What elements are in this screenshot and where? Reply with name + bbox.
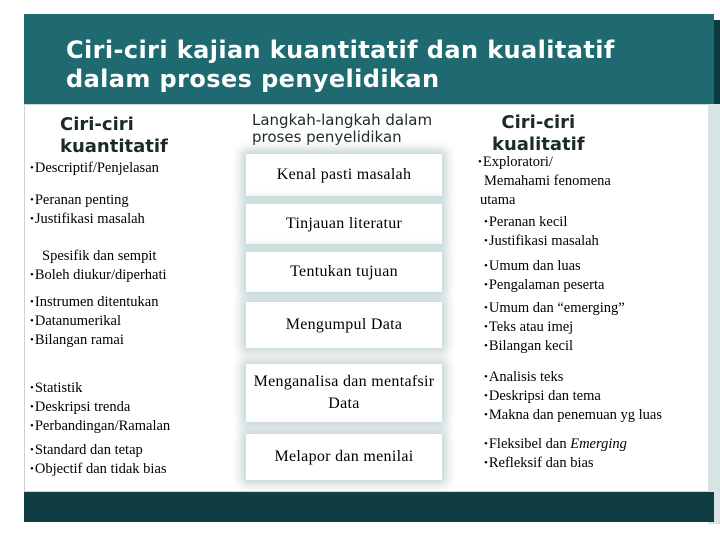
quantitative-item: • Peranan penting	[30, 191, 129, 210]
slide-title	[66, 36, 706, 94]
title-line-1: Ciri-ciri kajian kuantitatif dan kualitatif	[66, 36, 615, 64]
steps-heading-line-1: Langkah-langkah dalam	[252, 111, 433, 129]
step-box-6: Melapor dan menilai	[246, 434, 442, 480]
right-edge-band	[708, 104, 720, 524]
qualitative-item: • Pengalaman peserta	[484, 276, 604, 295]
quantitative-item: • Datanumerikal	[30, 312, 121, 331]
step-box-4: Mengumpul Data	[246, 302, 442, 348]
step-box-2: Tinjauan literatur	[246, 204, 442, 244]
qualitative-item: • Makna dan penemuan yg luas	[484, 406, 662, 425]
qualitative-item: • Analisis teks	[484, 368, 563, 387]
quantitative-item: • Objectif dan tidak bias	[30, 460, 167, 479]
qualitative-heading-line-1: Ciri-ciri	[501, 112, 576, 133]
step-box-1: Kenal pasti masalah	[246, 154, 442, 196]
qualitative-heading-line-2: kualitatif	[492, 134, 585, 155]
quantitative-item: • Boleh diukur/diperhati	[30, 266, 167, 285]
quantitative-item: • Bilangan ramai	[30, 331, 124, 350]
quantitative-heading-line-2: kuantitatif	[60, 136, 168, 157]
bottom-band	[24, 492, 714, 522]
quantitative-item: • Deskripsi trenda	[30, 398, 130, 417]
steps-heading-line-2: proses penyelidikan	[252, 128, 402, 146]
qualitative-item: • Refleksif dan bias	[484, 454, 594, 473]
quantitative-item: • Justifikasi masalah	[30, 210, 145, 229]
qualitative-heading	[492, 112, 585, 156]
qualitative-item: • Peranan kecil	[484, 213, 567, 232]
quantitative-item: • Descriptif/Penjelasan	[30, 159, 159, 178]
quantitative-item: • Instrumen ditentukan	[30, 293, 159, 312]
quantitative-heading	[60, 114, 168, 158]
step-box-5: Menganalisa dan mentafsir Data	[246, 364, 442, 422]
qualitative-item: • Umum dan luas	[484, 257, 581, 276]
qualitative-item-text: Fleksibel dan	[488, 436, 571, 452]
title-line-2: dalam proses penyelidikan	[66, 65, 440, 93]
quantitative-item: • Perbandingan/Ramalan	[30, 417, 170, 436]
qualitative-item-emphasis: Emerging	[570, 436, 627, 452]
quantitative-item: • Standard dan tetap	[30, 441, 143, 460]
qualitative-item: utama	[480, 192, 516, 208]
qualitative-item: • Teks atau imej	[484, 318, 573, 337]
qualitative-item: • Bilangan kecil	[484, 337, 573, 356]
qualitative-item: • Deskripsi dan tema	[484, 387, 601, 406]
qualitative-item: • Umum dan “emerging”	[484, 299, 625, 318]
qualitative-item	[484, 435, 627, 454]
qualitative-item: Memahami fenomena	[484, 173, 611, 189]
qualitative-item: • Justifikasi masalah	[484, 232, 599, 251]
steps-heading	[252, 112, 432, 146]
quantitative-item: Spesifik dan sempit	[42, 248, 157, 264]
step-box-3: Tentukan tujuan	[246, 252, 442, 292]
quantitative-item: • Statistik	[30, 379, 82, 398]
quantitative-heading-line-1: Ciri-ciri	[60, 114, 134, 135]
qualitative-item: • Exploratori/	[478, 153, 553, 172]
